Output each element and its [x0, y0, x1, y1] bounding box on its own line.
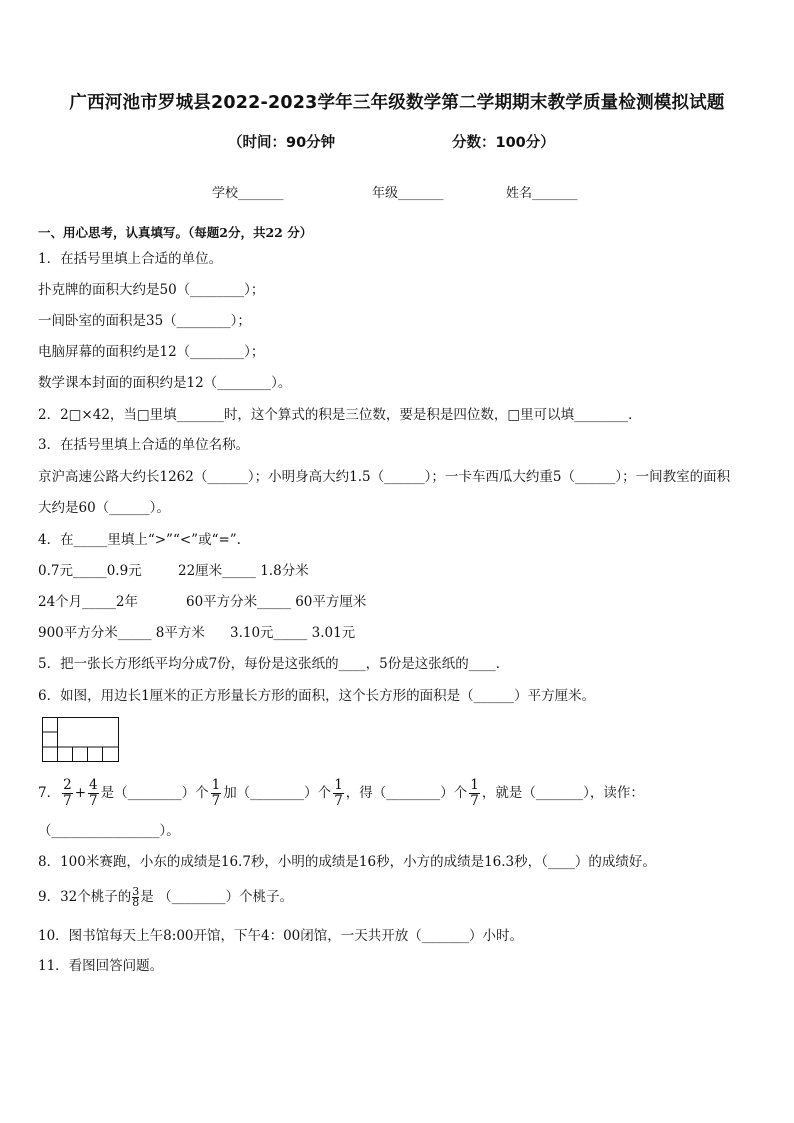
- q1-item-d: 数学课本封面的面积约是12（________）。: [38, 375, 292, 391]
- school-field: 学校_______: [212, 186, 284, 201]
- question-2: 2．2□×42，当□里填_______时，这个算式的积是三位数，要是积是四位数，□里可以填________．: [38, 407, 642, 423]
- q1-item-c: 电脑屏幕的面积约是12（________）；: [38, 344, 265, 360]
- question-9: 9．32个桃子的 $\frac{3}{8}$ 是 （________）个桃子。: [38, 885, 294, 909]
- question-8: 8．100米赛跑，小东的成绩是16.7秒，小明的成绩是16秒，小方的成绩是16.3秒，（____）的成绩好。: [38, 854, 656, 870]
- q1-item-a: 扑克牌的面积大约是50（________）；: [38, 282, 265, 298]
- q7-line-2: （________________）。: [38, 823, 180, 839]
- grade-field: 年级_______: [372, 186, 444, 201]
- q4-row1-b: 22厘米_____ 1.8分米: [178, 563, 309, 579]
- q7-text-2: 加（________）个: [223, 785, 332, 801]
- q4-row2-b: 60平方分米_____ 60平方厘米: [186, 594, 367, 610]
- q3-line-2: 大约是60（______）。: [38, 500, 170, 516]
- exam-score: 分数：100分）: [452, 135, 555, 151]
- q4-row2-a: 24个月_____2年: [38, 594, 139, 610]
- fraction-3-8: $\frac{3}{8}$: [132, 885, 140, 909]
- q7-line-1: [38, 776, 644, 810]
- fraction-2-7: $\frac{2}{7}$: [63, 777, 72, 809]
- q7-text-4: ，就是（_______），读作：: [481, 785, 644, 801]
- q3-prompt: 3．在括号里填上合适的单位名称。: [38, 437, 250, 453]
- question-5: 5．把一张长方形纸平均分成7份，每份是这张纸的____，5份是这张纸的____．: [38, 656, 510, 672]
- page-title: 广西河池市罗城县2022-2023学年三年级数学第二学期期末教学质量检测模拟试题: [69, 93, 725, 113]
- q3-line-1: 京沪高速公路大约长1262（______）；小明身高大约1.5（______）；一卡车西瓜大约重5（______）；一间教室的面积: [38, 469, 731, 485]
- fraction-1-7-a: $\frac{1}{7}$: [211, 777, 221, 809]
- q1-prompt: 1．在括号里填上合适的单位。: [38, 251, 223, 267]
- q4-row3-a: 900平方分米_____ 8平方米: [38, 625, 205, 641]
- q4-row1-a: 0.7元_____0.9元: [38, 563, 142, 579]
- question-11: 11．看图回答问题。: [38, 958, 164, 974]
- question-10: 10．图书馆每天上午8:00开馆，下午4：00闭馆，一天共开放（_______）小时。: [38, 928, 524, 944]
- question-6: 6．如图，用边长1厘米的正方形量长方形的面积，这个长方形的面积是（______）平方厘米。: [38, 688, 596, 704]
- q4-prompt: 4．在_____里填上“>”“<”或“=”.: [38, 532, 241, 548]
- rectangle-grid-figure: [42, 717, 120, 763]
- q4-row3-b: 3.10元_____ 3.01元: [230, 625, 356, 641]
- q7-text-3: ，得（________）个: [345, 785, 468, 801]
- name-field: 姓名_______: [506, 186, 578, 201]
- exam-time: （时间：90分钟: [228, 135, 336, 151]
- q7-text-1: 是（________）个: [100, 785, 209, 801]
- q1-item-b: 一间卧室的面积是35（________）；: [38, 313, 251, 329]
- section-heading: 一、用心思考，认真填写。（每题2分，共22 分）: [38, 225, 313, 240]
- fraction-1-7-b: $\frac{1}{7}$: [334, 777, 343, 809]
- fraction-4-7: $\frac{4}{7}$: [89, 777, 98, 809]
- fraction-1-7-c: $\frac{1}{7}$: [470, 777, 479, 809]
- q7-plus: +: [74, 785, 86, 801]
- q7-number: 7．: [38, 785, 61, 801]
